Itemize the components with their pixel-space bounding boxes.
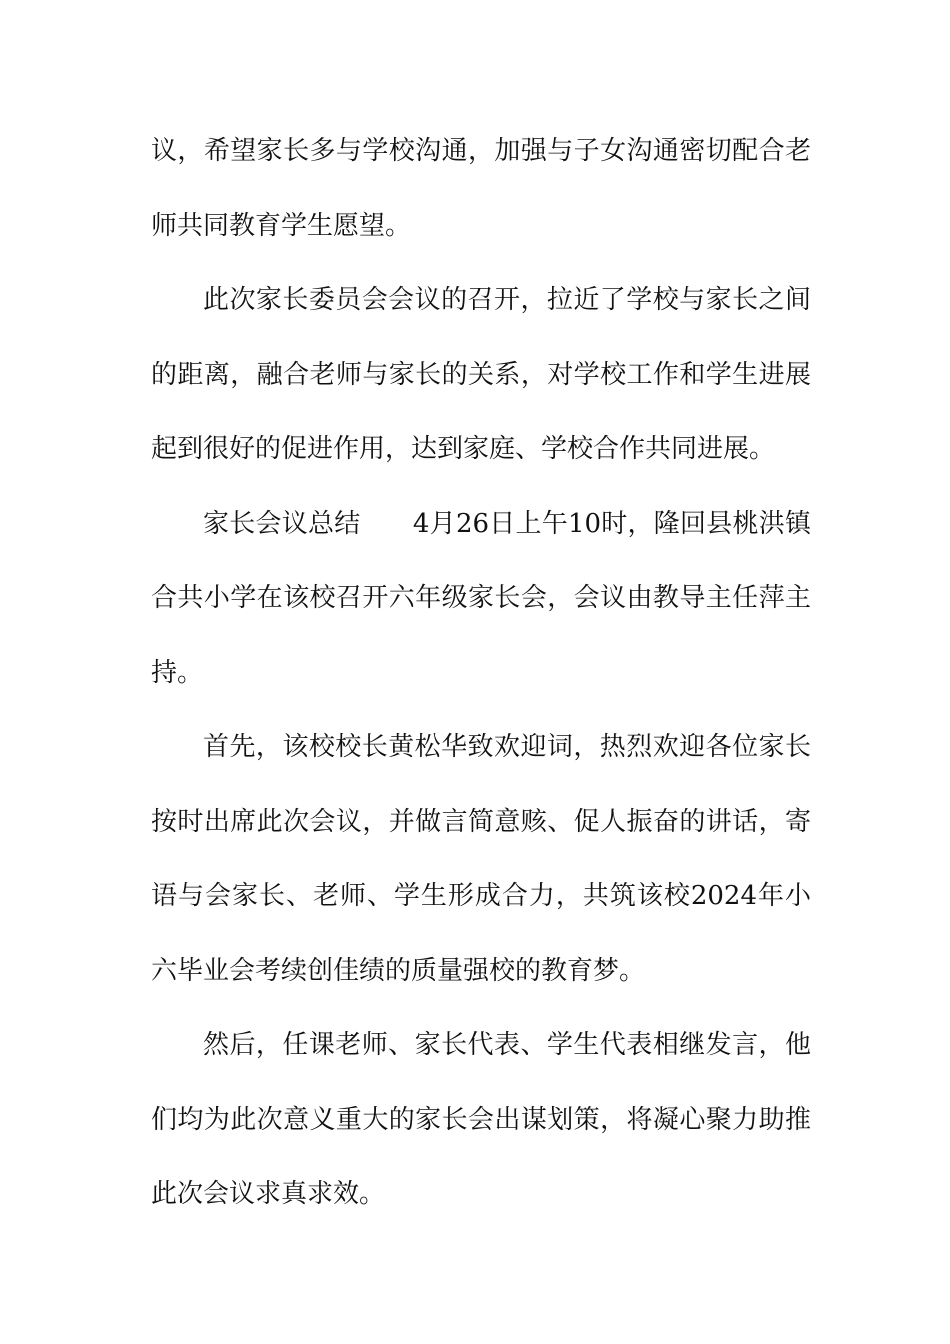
paragraph-principal-speech: 首先，该校校长黄松华致欢迎词，热烈欢迎各位家长按时出席此次会议，并做言简意赅、促人振奋的讲话，寄语与会家长、老师、学生形成合力，共筑该校2024年小六毕业会考续创佳绩的质量强校的教育梦。 xyxy=(151,732,811,986)
paragraph-continuation: 议，希望家长多与学校沟通，加强与子女沟通密切配合老师共同教育学生愿望。 xyxy=(151,136,811,241)
paragraph-meeting-intro: 家长会议总结 4月26日上午10时，隆回县桃洪镇合共小学在该校召开六年级家长会，会议由教导主任萍主持。 xyxy=(151,508,811,688)
document-body xyxy=(151,114,811,1232)
paragraph-committee-summary: 此次家长委员会会议的召开，拉近了学校与家长之间的距离，融合老师与家长的关系，对学校工作和学生进展起到很好的促进作用，达到家庭、学校合作共同进展。 xyxy=(151,285,811,464)
paragraph-speakers: 然后，任课老师、家长代表、学生代表相继发言，他们均为此次意义重大的家长会出谋划策，将凝心聚力助推此次会议求真求效。 xyxy=(151,1030,811,1209)
